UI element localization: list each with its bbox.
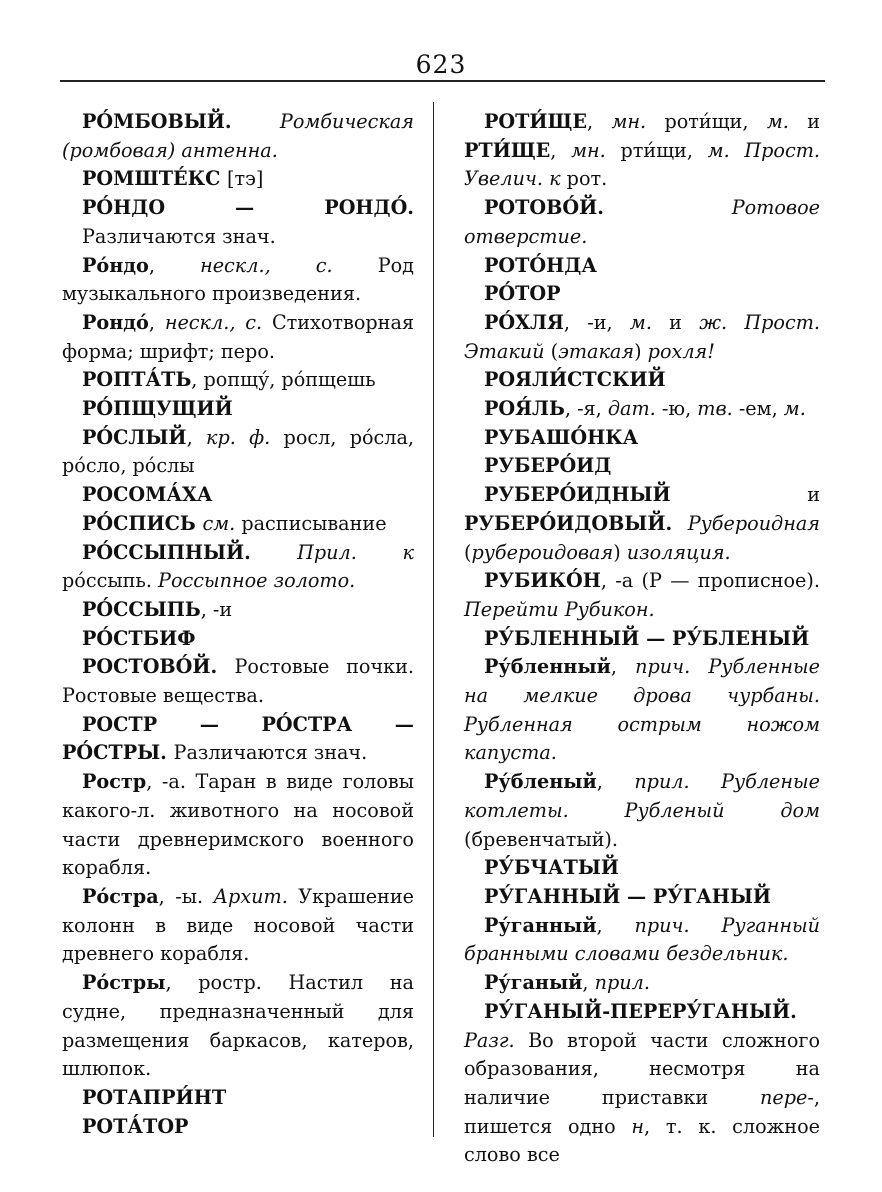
headword: Ростр [82, 770, 147, 794]
entry-text: , пишется одно [464, 1085, 820, 1138]
headword: РУБИКО́Н [484, 569, 601, 593]
entry-text: Различаются знач. [82, 224, 276, 248]
dictionary-entry [62, 711, 414, 768]
dictionary-entry [464, 912, 820, 969]
italic-text: ж. Прост. Этакий [464, 310, 820, 363]
right-column [464, 108, 820, 1170]
dictionary-entry [464, 424, 820, 453]
dictionary-entry [464, 366, 820, 395]
italic-text: тв. [697, 397, 739, 421]
dictionary-entry [62, 883, 414, 969]
headword: РОСОМА́ХА [82, 483, 213, 507]
italic-text: м. [766, 110, 808, 133]
italic-text: мн. [571, 138, 621, 162]
dictionary-entry [62, 395, 414, 424]
column-divider [433, 102, 434, 1137]
headword: РО́ПЩУЩИЙ [82, 397, 233, 421]
headword: РУ́БЧАТЫЙ [484, 856, 620, 880]
italic-text: Перейти Рубикон. [464, 597, 655, 621]
italic-text: прич. Рубленные на мелкие дрова чурбаны. Рубленная острым ножом капуста. [464, 655, 821, 765]
headword: РО́ТОР [484, 282, 561, 306]
italic-text: нескл., с. [164, 310, 272, 334]
italic-text: н [631, 1114, 645, 1138]
dictionary-entry [62, 510, 414, 539]
headword: Рондо́ [82, 310, 149, 334]
dictionary-entry [464, 768, 820, 854]
italic-text: м. [629, 310, 670, 334]
entry-text: Род музыкального произведения. [62, 253, 414, 306]
dictionary-entry [62, 1084, 414, 1113]
entry-text: , [148, 253, 201, 277]
italic-text: рохля! [647, 339, 715, 363]
entry-text: Различаются знач. [173, 741, 368, 765]
dictionary-entry [464, 883, 820, 912]
headword: РО́МБОВЫЙ. [82, 110, 280, 133]
entry-text: ) [613, 540, 627, 564]
entry-text: и [669, 310, 700, 334]
italic-text: изоляция. [626, 540, 731, 564]
entry-text: ( [550, 339, 559, 363]
entry-text: , [186, 425, 206, 449]
italic-text: дат. [607, 397, 662, 421]
headword: РО́ССЫПНЫЙ. [82, 540, 298, 564]
dictionary-entry [62, 366, 414, 395]
dictionary-entry [62, 653, 414, 710]
entry-text: , [610, 655, 636, 679]
entry-text: (бревенчатый). [464, 827, 619, 851]
entry-text: , -ы. [158, 884, 214, 908]
dictionary-entry [62, 481, 414, 510]
entry-text: , т. к. сложное слово все [464, 1114, 820, 1167]
dictionary-entry [464, 280, 820, 309]
dictionary-entry [464, 395, 820, 424]
headword: РОЯ́ЛЬ [484, 397, 565, 421]
headword: РОТИ́ЩЕ [484, 110, 587, 133]
headword: РУ́БЛЕННЫЙ — РУ́БЛЕНЫЙ [484, 626, 810, 650]
dictionary-entry [464, 998, 820, 1170]
entry-text: Во второй части сложного образования, несмотря на наличие приставки [464, 1028, 820, 1109]
entry-text: -ю, [661, 397, 698, 421]
dictionary-entry [62, 596, 414, 625]
headword: РОМШТЕ́КС [82, 167, 228, 191]
dictionary-entry [464, 567, 820, 624]
entry-text: , [596, 770, 635, 794]
italic-text: пере- [760, 1085, 814, 1109]
italic-text: нескл., с. [200, 253, 378, 277]
headword: РО́ССЫПЬ [82, 597, 201, 621]
italic-text: Прил. к [297, 540, 414, 564]
headword: РО́СТБИФ [82, 626, 196, 650]
entry-text: , [148, 310, 165, 334]
headword: РУБЕРО́ИД [484, 454, 612, 478]
entry-text: , [582, 971, 595, 995]
headword: РОТОВО́Й. [484, 196, 732, 220]
dictionary-entry [62, 309, 414, 366]
entry-text: и [807, 110, 820, 133]
entry-text: ( [464, 540, 472, 564]
italic-text: мн. [611, 110, 665, 133]
entry-text: рти́щи, [620, 138, 708, 162]
headword: РО́ХЛЯ [484, 310, 564, 334]
entry-text: , -а. Таран в виде головы какого-л. животного на носовой части древнеримского военного корабля. [62, 770, 414, 880]
dictionary-entry [62, 108, 414, 165]
italic-text: прич. Руганный бранными словами бездельник. [464, 913, 820, 966]
dictionary-entry [464, 969, 820, 998]
headword: РОСТР — РО́СТРА — РО́СТРЫ. [62, 712, 414, 765]
dictionary-entry [62, 969, 414, 1084]
entry-text: росл, ро́сла, ро́сло, ро́слы [62, 425, 415, 478]
headword: РОТА́ТОР [82, 1114, 189, 1138]
headword: РУ́ГАННЫЙ — РУ́ГАНЫЙ [484, 884, 772, 908]
italic-text: прил. [594, 971, 650, 995]
entry-text: , -а (Р — прописное). [600, 569, 820, 593]
dictionary-entry [464, 653, 820, 768]
dictionary-entry [62, 252, 414, 309]
dictionary-entry [464, 108, 820, 194]
dictionary-entry [464, 194, 820, 251]
left-column [62, 108, 414, 1141]
headword: РОПТА́ТЬ [82, 368, 192, 392]
headword: РУБЕРО́ИДНЫЙ [484, 483, 808, 507]
dictionary-entry [62, 539, 414, 596]
headword: РУБЕРО́ИДОВЫЙ. [464, 511, 688, 535]
headword: РО́НДО — РОНДО́. [82, 196, 414, 220]
dictionary-entry [62, 165, 414, 194]
dictionary-entry [62, 768, 414, 883]
entry-text: [тэ] [227, 167, 264, 191]
dictionary-entry [62, 194, 414, 251]
headword: РО́СЛЫЙ [82, 425, 187, 449]
entry-text: , ропщу́, ро́пщешь [191, 368, 376, 392]
headword: РОСТОВО́Й. [82, 655, 235, 679]
italic-text: Архит. [213, 884, 299, 908]
dictionary-entry [62, 1113, 414, 1142]
italic-text: Ротовое отверстие. [464, 196, 820, 248]
entry-text: роти́щи, [664, 110, 767, 133]
entry-text: , [550, 138, 572, 162]
entry-text: рот. [566, 167, 608, 191]
header-rule [60, 80, 825, 82]
entry-text: Ростовые почки. Ростовые вещества. [62, 655, 415, 708]
italic-text: см. [202, 511, 242, 535]
dictionary-entry [62, 625, 414, 654]
entry-text: Стихотворная форма; шрифт; перо. [62, 310, 414, 363]
italic-text: кр. ф. [205, 425, 284, 449]
headword: РОТО́НДА [484, 253, 597, 277]
entry-text: ) [634, 339, 648, 363]
dictionary-entry [464, 625, 820, 654]
headword: РТИ́ЩЕ [464, 138, 551, 162]
headword: Ру́ганый [484, 971, 583, 995]
entry-text: , [596, 913, 635, 937]
entry-text: Украшение колонн в виде носовой части древнего корабля. [62, 884, 414, 966]
italic-text: Разг. [464, 1028, 529, 1052]
italic-text: м. Прост. Увелич. к [464, 138, 821, 191]
entry-text: , -и, [563, 310, 630, 334]
headword: Ро́ндо [82, 253, 149, 277]
entry-text: , -я, [564, 397, 608, 421]
dictionary-entry [464, 854, 820, 883]
dictionary-entry [464, 481, 820, 567]
headword: Ро́стра [82, 884, 159, 908]
italic-text: Россыпное золото. [158, 569, 356, 593]
dictionary-entry [464, 309, 820, 366]
italic-text: м. [783, 397, 806, 421]
italic-text: Ромбическая (ромбовая) антенна. [62, 110, 414, 162]
headword: Ру́бленый [484, 770, 597, 794]
italic-text: рубероидовая [471, 540, 614, 564]
headword: Ру́ганный [484, 913, 597, 937]
dictionary-entry [62, 424, 414, 481]
entry-text: и [807, 483, 820, 507]
entry-text: , [586, 110, 612, 133]
headword: РОТАПРИ́НТ [82, 1085, 227, 1109]
entry-text: , ростр. Настил на судне, предназначенный для размещения баркасов, катеров, шлюпок. [62, 971, 414, 1081]
page-number: 623 [415, 50, 467, 79]
italic-text: прил. Рубленые котлеты. Рубленый дом [464, 770, 821, 822]
italic-text: этакая [558, 339, 635, 363]
headword: Ру́бленный [484, 655, 611, 679]
italic-text: Рубероидная [687, 511, 820, 535]
entry-text: -ем, [738, 397, 784, 421]
dictionary-entry [464, 252, 820, 281]
headword: РОЯЛИ́СТСКИЙ [484, 368, 666, 392]
headword: Ро́стры [82, 971, 166, 995]
entry-text: , -и [200, 597, 233, 621]
entry-text: расписывание [241, 511, 387, 535]
entry-text: ро́ссыпь. [62, 569, 159, 593]
headword: РУБАШО́НКА [484, 425, 639, 449]
headword: РУ́ГАНЫЙ-ПЕРЕРУ́ГАНЫЙ. [484, 999, 797, 1023]
dictionary-entry [464, 452, 820, 481]
headword: РО́СПИСЬ [82, 511, 203, 535]
